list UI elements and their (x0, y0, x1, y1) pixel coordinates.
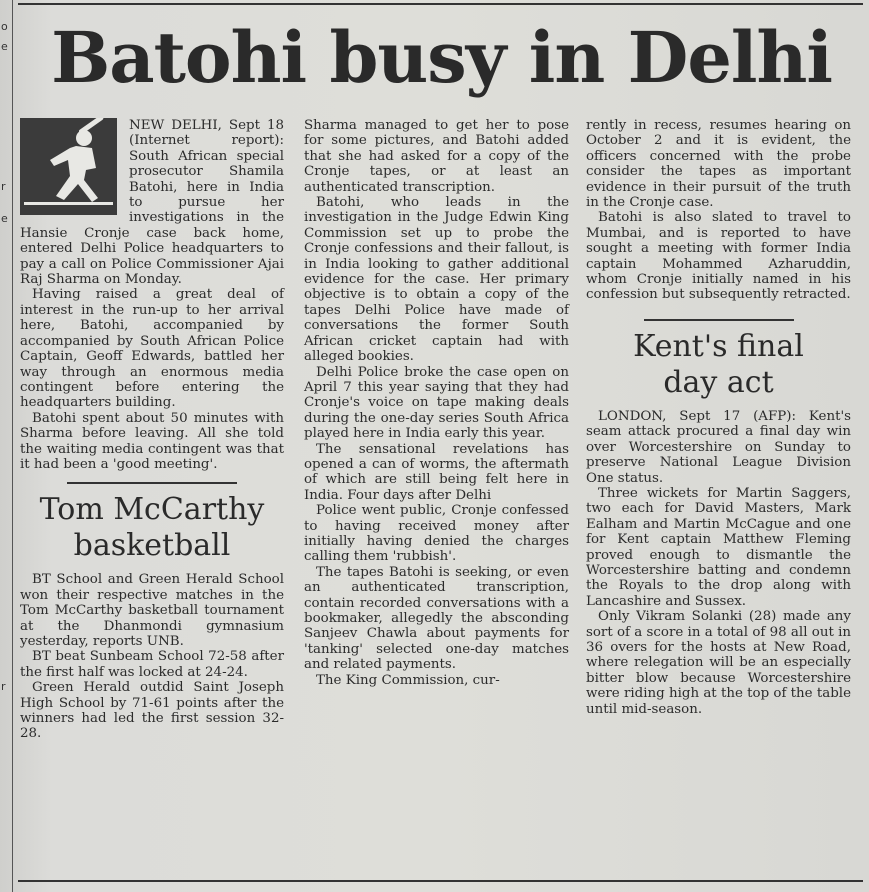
main-headline: Batohi busy in Delhi (51, 16, 832, 99)
paragraph: NEW DELHI, Sept 18 (Internet report): South African special prosecutor Shamila Batohi, here in India to pursue her investigations in the Hansie Cronje case back home, entered Delhi Police headquarters to pay a call on Police Commissioner Ajai Raj Sharma on Monday. (20, 118, 284, 288)
column-3 (586, 118, 851, 717)
paragraph: Batohi is also slated to travel to Mumbai, and is reported to have sought a meeting with former India captain Mohammed Azharuddin, whom Cronje initially named in his confession but subsequently retracted. (586, 210, 851, 303)
column-2 (304, 118, 569, 688)
section-divider (644, 319, 794, 321)
paragraph: Batohi, who leads in the investigation in the Judge Edwin King Commission set up to probe the Cronje confessions and their fallout, is in India looking to gather additional evidence for the case. Her primary objective is to obtain a copy of the tapes Delhi Police have made of conversations the former South African cricket captain had with alleged bookies. (304, 195, 569, 365)
paragraph: LONDON, Sept 17 (AFP): Kent's seam attack procured a final day win over Worcestershire on Sunday to preserve National League Division One status. (586, 408, 851, 486)
paragraph: Only Vikram Solanki (28) made any sort of a score in a total of 98 all out in 36 overs for the hosts at New Road, where relegation will be an especially bitter blow because Worcestershire were riding high at the top of the table until mid-season. (586, 609, 852, 717)
margin-fragment: o (1, 20, 8, 33)
cricket-batsman-icon (20, 118, 117, 215)
basketball-headline: Tom McCarthy basketball (39, 492, 265, 564)
bottom-rule (18, 880, 863, 882)
paragraph: Sharma managed to get her to pose for some pictures, and Batohi added that she had asked for a copy of the Cronje tapes, or at least an authenticated transcription. (304, 118, 569, 195)
top-rule (18, 3, 863, 5)
margin-fragment: e (1, 40, 8, 53)
paragraph: BT School and Green Herald School won their respective matches in the Tom McCarthy basketball tournament at the Dhanmondi gymnasium yesterday, reports UNB. (20, 572, 284, 649)
left-margin-strip (0, 0, 13, 892)
paragraph: rently in recess, resumes hearing on October 2 and it is evident, the officers concerned with the probe consider the tapes as important evidence in their pursuit of the truth in the Cronje case. (586, 118, 851, 211)
paragraph: BT beat Sunbeam School 72-58 after the first half was locked at 24-24. (20, 649, 284, 680)
margin-fragment: r (1, 180, 6, 193)
paragraph: Three wickets for Martin Saggers, two each for David Masters, Mark Ealham and Martin McCague and one for Kent captain Matthew Fleming proved enough to dismantle the Worcestershire batting and condemn the Royals to the drop along with Lancashire and Sussex. (586, 485, 851, 609)
paragraph: The King Commission, cur- (316, 672, 500, 688)
kent-headline: Kent's final day act (633, 328, 804, 400)
paragraph: Police went public, Cronje confessed to having received money after initially having denied the charges calling them 'rubbish'. (304, 503, 569, 565)
paragraph: Green Herald outdid Saint Joseph High School by 71-61 points after the winners had led the first session 32-28. (20, 680, 284, 742)
paragraph: The sensational revelations has opened a can of worms, the aftermath of which are still being felt here in India. Four days after Delhi (304, 441, 569, 503)
paragraph: Having raised a great deal of interest in the run-up to her arrival here, Batohi, accompanied by accompanied by South African Police Captain, Geoff Edwards, battled her way through an enormous media contingent before entering the headquarters building. (20, 287, 284, 411)
margin-fragment: e (1, 212, 8, 225)
margin-fragment: r (1, 680, 6, 693)
paragraph: Delhi Police broke the case open on April 7 this year saying that they had Cronje's voice on tape making deals during the one-day series South Africa played here in India early this year. (304, 364, 569, 442)
cricket-batsman-svg (20, 118, 117, 215)
section-divider (67, 482, 237, 484)
paragraph: The tapes Batohi is seeking, or even an authenticated transcription, contain recorded conversations with a bookmaker, allegedly the absconding Sanjeev Chawla about payments for 'tanking' selected one-day matches and related payments. (304, 564, 569, 673)
column-1 (20, 118, 284, 742)
paragraph: Batohi spent about 50 minutes with Sharma before leaving. All she told the waiting media contingent was that it had been a 'good meeting'. (20, 410, 284, 472)
